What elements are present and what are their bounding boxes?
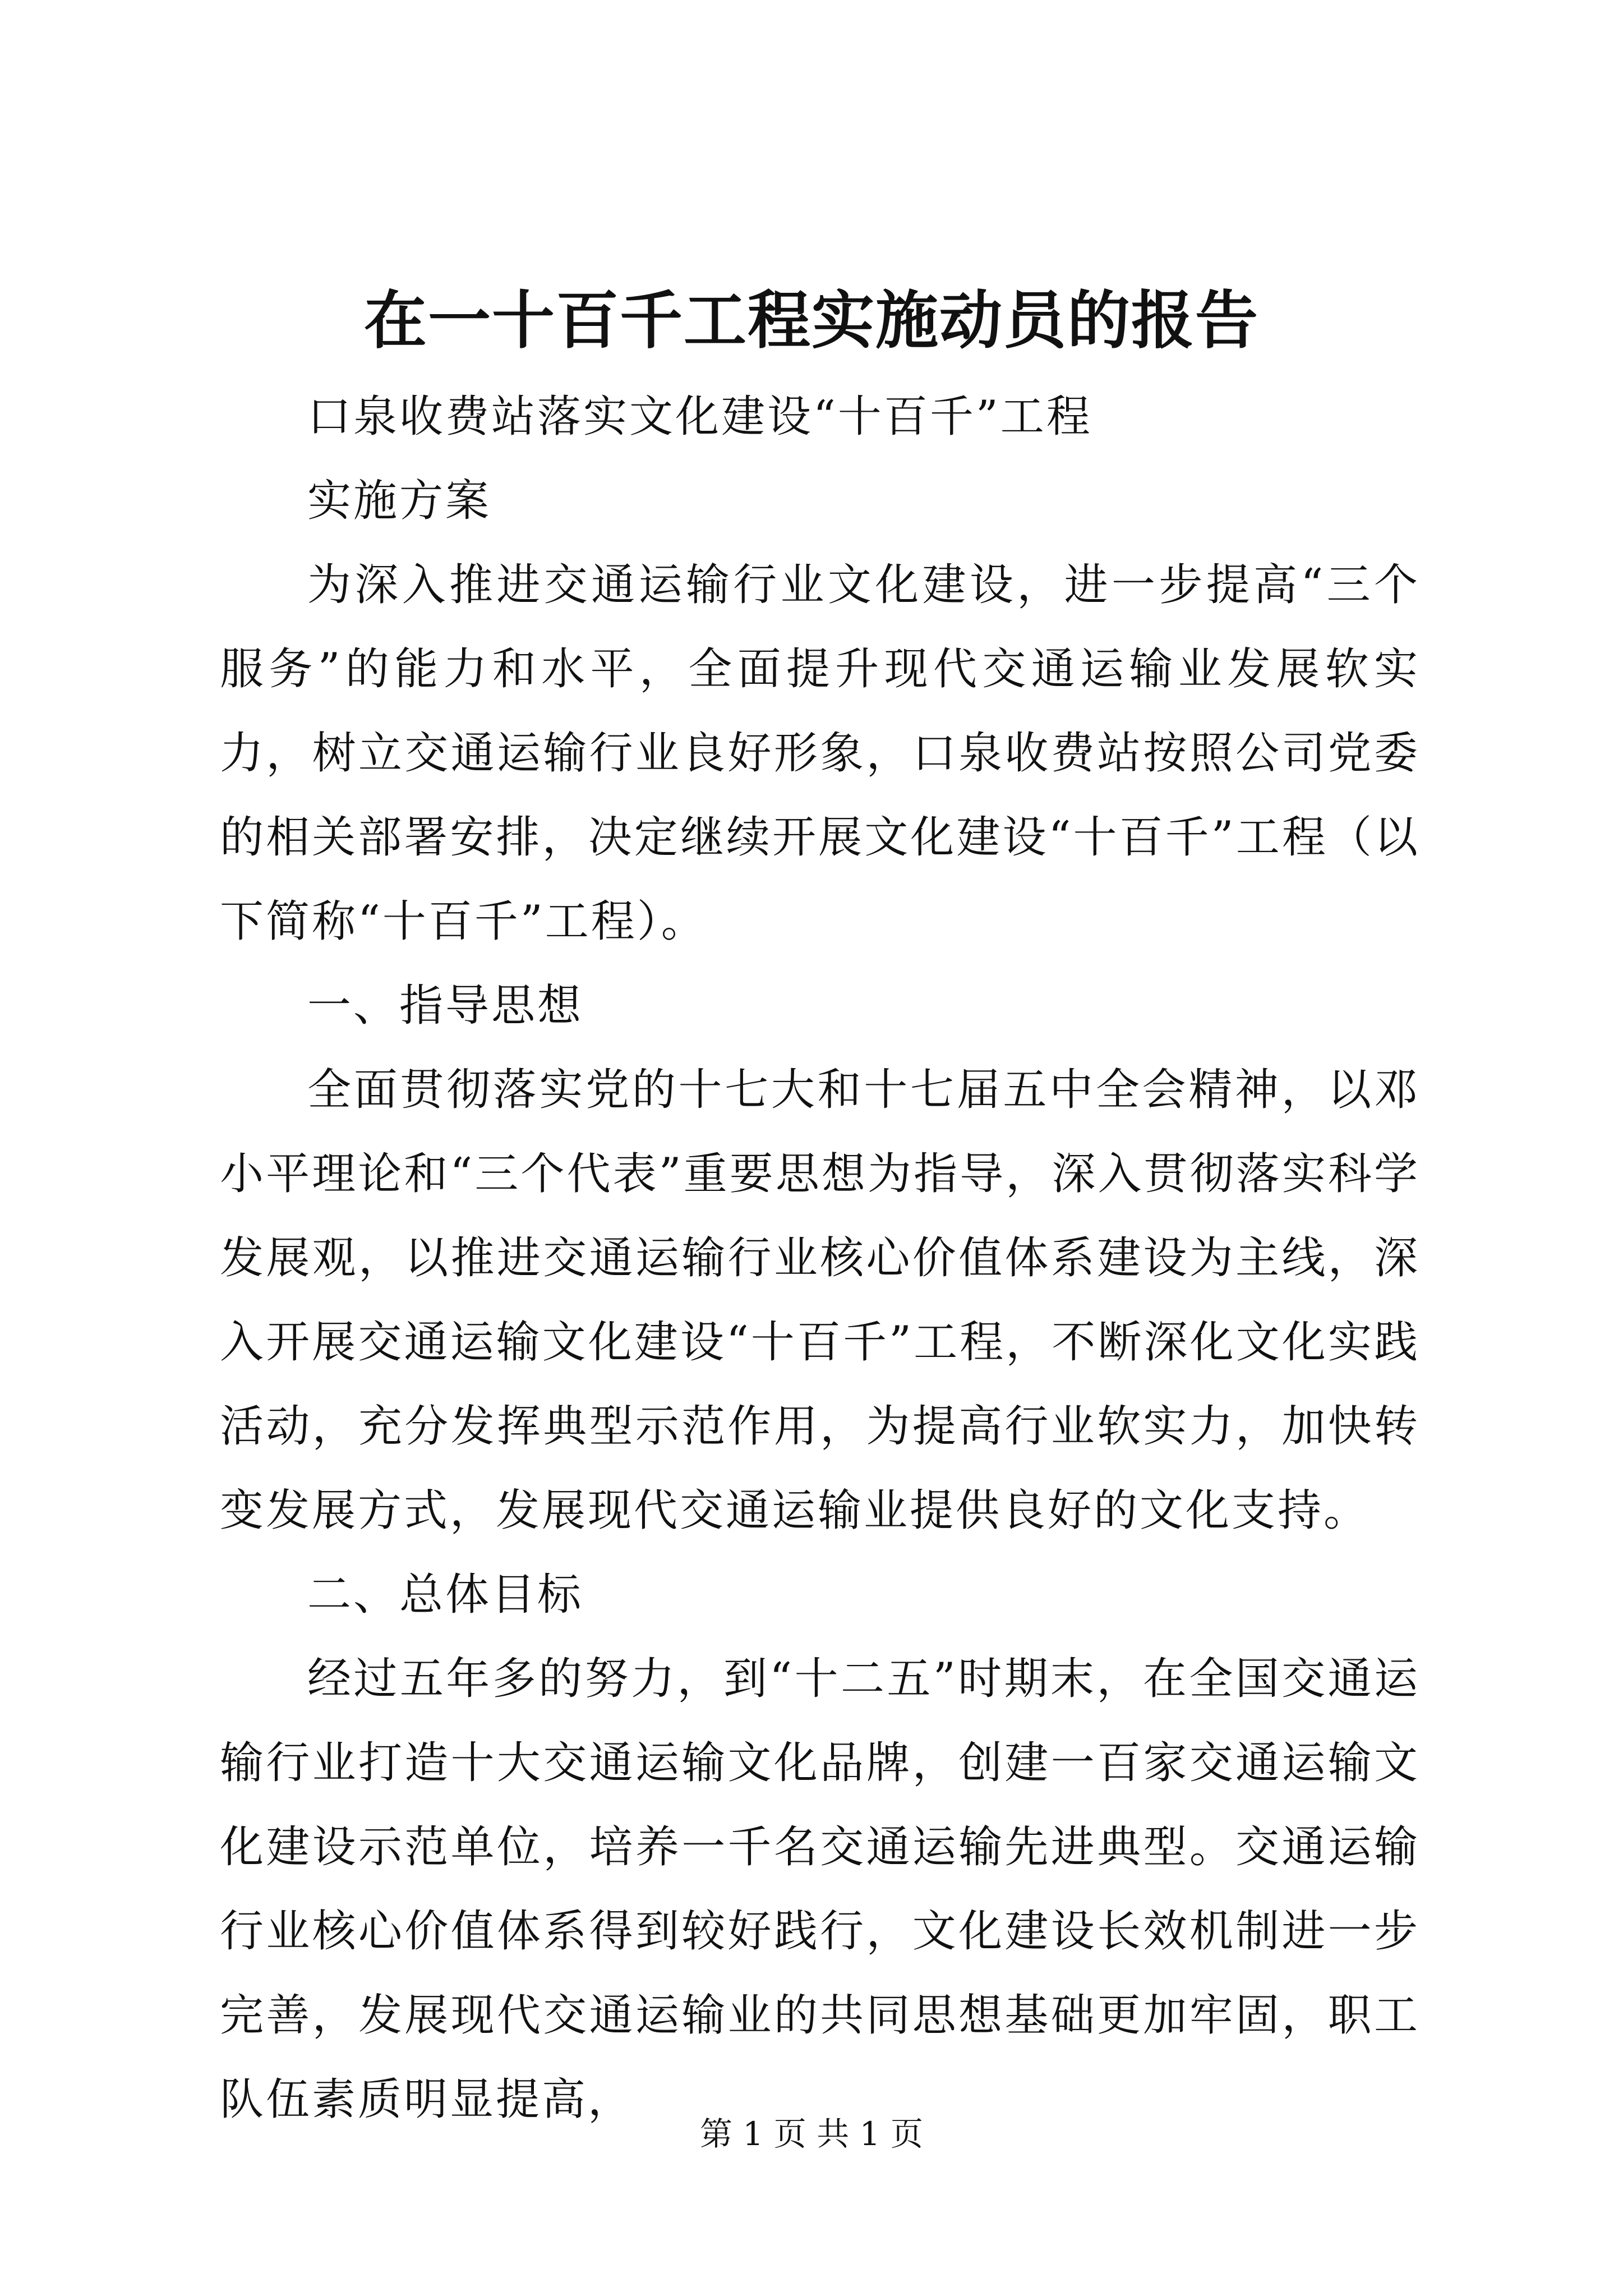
paragraph-overall-goal: 经过五年多的努力，到“十二五”时期末，在全国交通运输行业打造十大交通运输文化品牌，创建一百家交通运输文化建设示范单位，培养一千名交通运输先进典型。交通运输行业核心价值体系得到较好践行，文化建设长效机制进一步完善，发展现代交通运输业的共同思想基础更加牢固，职工队伍素质明显提高， <box>220 1654 1420 2125</box>
section-heading-overall-goal: 二、总体目标 <box>307 1570 584 1620</box>
document-body <box>220 375 1420 2142</box>
paragraph-guiding-thought: 全面贯彻落实党的十七大和十七届五中全会精神，以邓小平理论和“三个代表”重要思想为指导，深入贯彻落实科学发展观，以推进交通运输行业核心价值体系建设为主线，深入开展交通运输文化建设“十百千”工程，不断深化文化实践活动，充分发挥典型示范作用，为提高行业软实力，加快转变发展方式，发展现代交通运输业提供良好的文化支持。 <box>220 1065 1420 1536</box>
paragraph-intro: 为深入推进交通运输行业文化建设，进一步提高“三个服务”的能力和水平，全面提升现代交通运输业发展软实力，树立交通运输行业良好形象，口泉收费站按照公司党委的相关部署安排，决定继续开展文化建设“十百千”工程（以下简称“十百千”工程）。 <box>220 560 1420 947</box>
paragraph-plan-label: 实施方案 <box>307 476 492 526</box>
page-footer: 第 1 页 共 1 页 <box>700 2115 923 2153</box>
paragraph-subtitle: 口泉收费站落实文化建设“十百千”工程 <box>307 392 1092 442</box>
document-title: 在一十百千工程实施动员的报告 <box>364 284 1259 357</box>
section-heading-guiding-thought: 一、指导思想 <box>307 981 584 1031</box>
